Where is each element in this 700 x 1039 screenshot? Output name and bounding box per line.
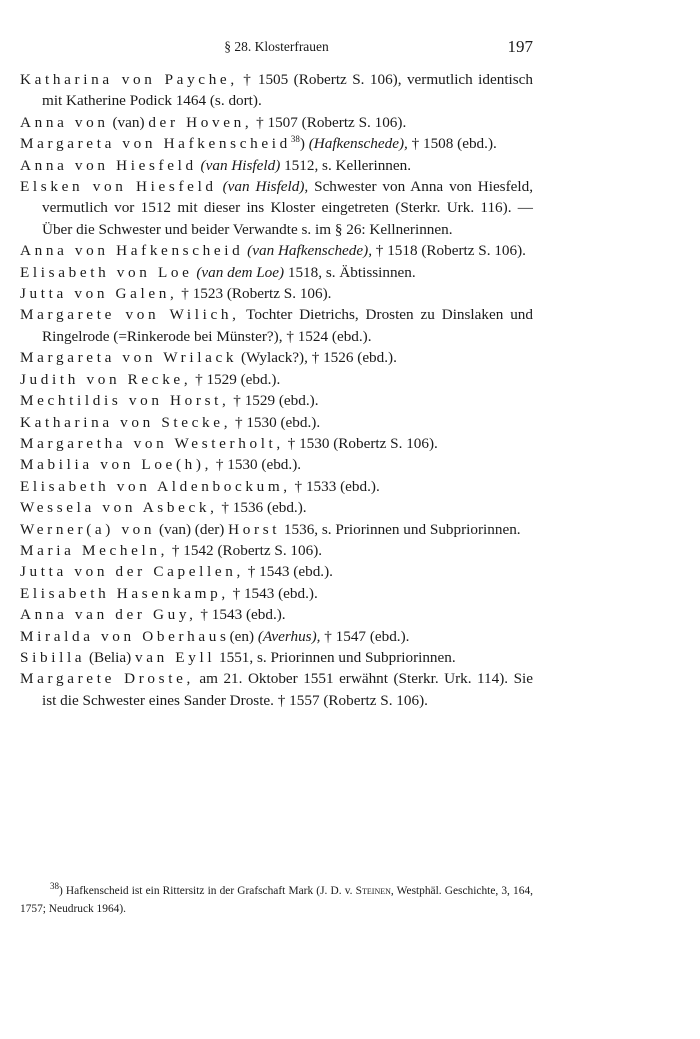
list-item	[20, 668, 533, 711]
list-item	[20, 390, 533, 411]
person-name: Margarete von Wilich,	[20, 306, 240, 324]
person-name: Margareta von Hafkenscheid	[20, 135, 291, 153]
list-item	[20, 133, 533, 154]
list-item	[20, 69, 533, 112]
entry-text: Tochter Dietrichs, Drosten zu Dinslaken und Ringelrode (=Rinkerode bei Münster?), † 1524 (ebd.).	[42, 306, 533, 345]
entry-text: † 1530 (ebd.).	[231, 413, 321, 431]
entry-text: † 1547 (ebd.).	[320, 627, 410, 645]
entry-text: † 1543 (ebd.).	[243, 563, 333, 581]
person-name: Miralda von Oberhaus	[20, 627, 230, 645]
entry-text: † 1536 (ebd.).	[217, 499, 307, 517]
variant-name: (van Hisfeld),	[222, 178, 309, 196]
entry-text: (van) (der)	[155, 520, 229, 538]
entry-text: † 1529 (ebd.).	[229, 392, 319, 410]
person-name: Elisabeth von Aldenbockum,	[20, 477, 291, 495]
list-item	[20, 519, 533, 540]
entry-text: † 1533 (ebd.).	[290, 477, 380, 495]
section-title: § 28. Klosterfrauen	[224, 39, 329, 54]
entry-text: am 21. Oktober 1551 erwähnt (Sterkr. Urk. 114). Sie ist die Schwester eines Sander Droste. † 1557 (Robertz S. 106).	[42, 670, 533, 709]
person-name: Anna von Hiesfeld	[20, 156, 197, 174]
list-item	[20, 583, 533, 604]
entry-text: † 1507 (Robertz S. 106).	[252, 113, 407, 131]
entry-text: † 1543 (ebd.).	[196, 606, 286, 624]
entry-text: 1551, s. Priorinnen und Subpriorinnen.	[215, 648, 456, 666]
footnote-marker: 38	[50, 881, 59, 892]
variant-name: (Averhus),	[257, 627, 321, 645]
person-name: Judith von Recke,	[20, 370, 192, 388]
list-item	[20, 497, 533, 518]
person-name: Sibilla	[20, 648, 86, 666]
entry-text: † 1508 (ebd.).	[407, 135, 497, 153]
person-name: Katharina von Stecke,	[20, 413, 232, 431]
list-item	[20, 283, 533, 304]
entry-text: † 1543 (ebd.).	[228, 584, 318, 602]
person-name: Elisabeth von Loe	[20, 263, 193, 281]
list-item	[20, 433, 533, 454]
person-name: Wessela von Asbeck,	[20, 499, 218, 517]
entry-text: Schwester von Anna von Hiesfeld, vermutlich vor 1512 mit dieser ins Kloster eingetreten (Sterkr. Urk. 116). — Über die Schwester und beider Verwandte s. im § 26: Kellnerinnen.	[42, 178, 534, 238]
entry-text: 1512, s. Kellerinnen.	[280, 156, 412, 174]
list-item	[20, 626, 533, 647]
person-name: Anna van der Guy,	[20, 606, 197, 624]
entry-text: † 1529 (ebd.).	[191, 370, 281, 388]
list-item	[20, 454, 533, 475]
person-name: Elisabeth Hasenkamp,	[20, 584, 229, 602]
footnote-author: Steinen	[355, 885, 391, 897]
entry-text: 1518, s. Äbtissinnen.	[284, 263, 416, 281]
list-item	[20, 347, 533, 368]
variant-name: (van Hafkenschede),	[247, 242, 372, 260]
list-item	[20, 561, 533, 582]
running-head	[20, 37, 533, 59]
list-item	[20, 369, 533, 390]
person-name: Werner(a) von	[20, 520, 156, 538]
list-item	[20, 647, 533, 668]
person-name: Maria Mecheln,	[20, 541, 169, 559]
entry-text: (van)	[108, 113, 149, 131]
entry-text: † 1530 (Robertz S. 106).	[283, 434, 438, 452]
entry-text: )	[299, 135, 309, 153]
entry-text: † 1518 (Robertz S. 106).	[372, 242, 526, 260]
footnote-text: , Westphäl. Geschichte, 3, 164, 1757; Neudruck 1964).	[20, 885, 533, 915]
entry-text: (en)	[229, 627, 258, 645]
list-item	[20, 240, 533, 261]
entry-text: (Wylack?), † 1526 (ebd.).	[237, 349, 397, 367]
list-item	[20, 476, 533, 497]
person-name: Katharina von Payche,	[20, 71, 238, 88]
entry-text: † 1523 (Robertz S. 106).	[177, 285, 332, 303]
person-name: Jutta von Galen,	[20, 285, 178, 303]
entry-text: † 1542 (Robertz S. 106).	[168, 541, 323, 559]
list-item	[20, 112, 533, 133]
variant-name: (Hafkenschede),	[308, 135, 408, 153]
nun-list	[20, 69, 533, 711]
person-name: van Eyll	[134, 648, 216, 666]
entry-text: † 1530 (ebd.).	[212, 456, 302, 474]
person-name: Margarete Droste,	[20, 670, 194, 688]
list-item	[20, 604, 533, 625]
entry-text: 1536, s. Priorinnen und Subpriorinnen.	[280, 520, 521, 538]
person-name: Mechtildis von Horst,	[20, 392, 230, 410]
person-name: Horst	[228, 520, 281, 538]
list-item	[20, 262, 533, 283]
person-name: Anna von Hafkenscheid	[20, 242, 244, 260]
list-item	[20, 304, 533, 347]
person-name: Jutta von der Capellen,	[20, 563, 244, 581]
entry-text: (Belia)	[85, 648, 135, 666]
list-item	[20, 176, 533, 240]
variant-name: (van dem Loe)	[196, 263, 285, 281]
variant-name: (van Hisfeld)	[200, 156, 281, 174]
page-number: 197	[507, 37, 533, 56]
footnote-text: ) Hafkenscheid ist ein Rittersitz in der Grafschaft Mark (J. D. v.	[59, 885, 356, 897]
list-item	[20, 540, 533, 561]
person-name: der Hoven,	[148, 113, 253, 131]
person-name: Elsken von Hiesfeld	[20, 178, 217, 196]
footnote	[20, 882, 533, 918]
footnote-ref: 38	[290, 134, 300, 145]
person-name: Anna von	[20, 113, 109, 131]
list-item	[20, 155, 533, 176]
person-name: Margaretha von Westerholt,	[20, 434, 284, 452]
person-name: Mabilia von Loe(h),	[20, 456, 213, 474]
entry-text: † 1505 (Robertz S. 106), vermutlich identisch mit Katherine Podick 1464 (s. dort).	[42, 71, 534, 110]
list-item	[20, 412, 533, 433]
person-name: Margareta von Wrilack	[20, 349, 238, 367]
